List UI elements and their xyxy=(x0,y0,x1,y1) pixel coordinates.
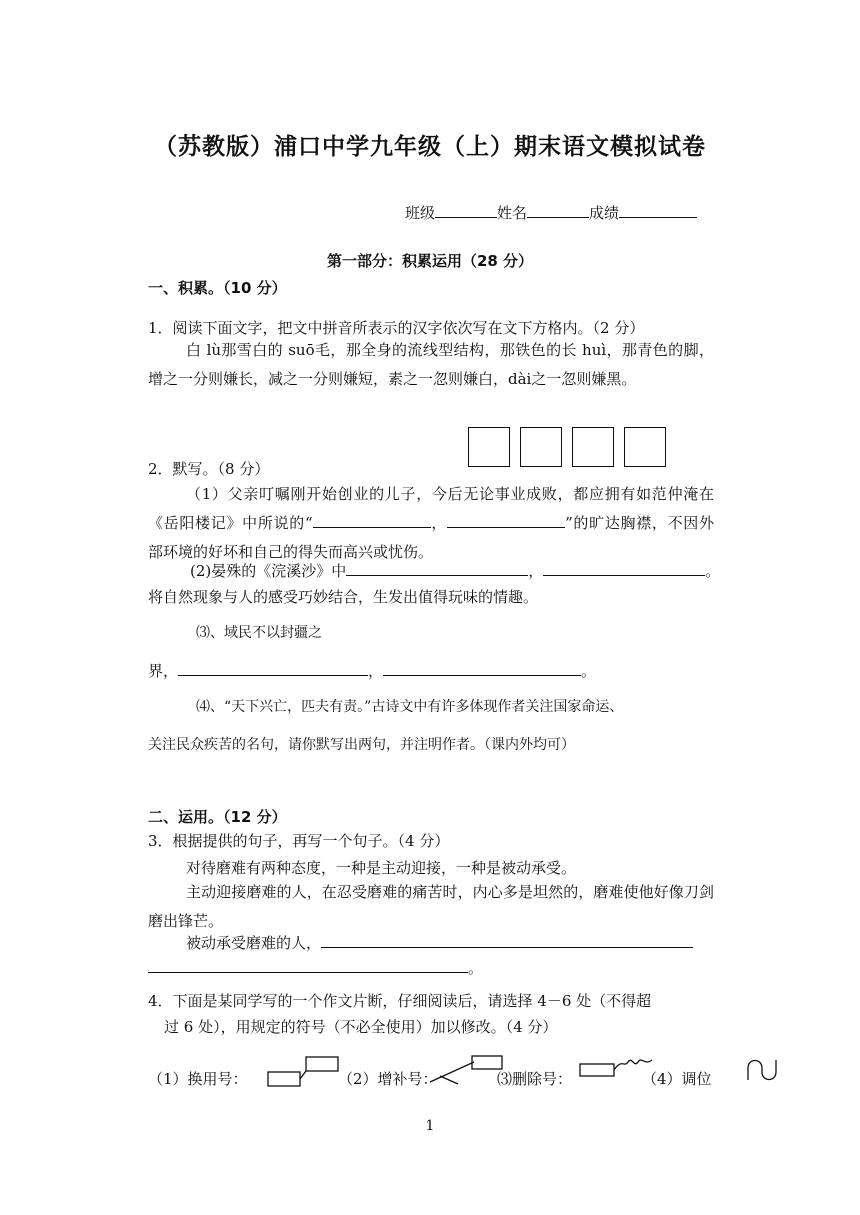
q2-item3-end: 。 xyxy=(581,662,597,680)
q2-item1-text-c: ”的旷达胸襟，不因外部环境的好坏和自己的得失而高兴或忧伤。 xyxy=(148,514,715,561)
symbol-insert-label: （2）增补号： xyxy=(338,1070,438,1088)
q2-item1-text-a: （1）父亲叮嘱刚开始创业的儿子，今后无论事业成败，都应拥有如范仲淹在《岳阳楼记》中所说的“ xyxy=(148,485,714,532)
q2-item3-blank-2[interactable] xyxy=(383,661,581,676)
q2-item4-line1: ⑷、“天下兴亡，匹夫有责。”古诗文中有许多体现作者关注国家命运、 xyxy=(196,699,624,715)
answer-box-3[interactable] xyxy=(572,427,614,467)
symbol-replace-label: （1）换用号： xyxy=(148,1070,248,1088)
answer-box-1[interactable] xyxy=(468,427,510,467)
q4-stem-line1: 4．下面是某同学写的一个作文片断，仔细阅读后，请选择 4－6 处（不得超 xyxy=(148,992,652,1010)
q2-item3-start: 界， xyxy=(148,662,179,680)
score-label: 成绩 xyxy=(589,204,620,222)
q1-text: 白 lù那雪白的 suō毛，那全身的流线型结构，那铁色的长 huì，那青色的脚，增之一分则嫌长，减之一分则嫌短，素之一忽则嫌白，dài之一忽则嫌黑。 xyxy=(148,341,714,388)
reposition-mark-icon xyxy=(746,1058,780,1082)
q3-line2: 主动迎接磨难的人，在忍受磨难的痛苦时，内心多是坦然的，磨难使他好像刀剑磨出锋芒。 xyxy=(148,883,714,930)
q3-line4 xyxy=(148,957,483,978)
q2-item2-tail: 将自然现象与人的感受巧妙结合，生发出值得玩味的情趣。 xyxy=(148,588,539,606)
q2-item1 xyxy=(148,480,714,567)
q2-item2-text-a: (2)晏殊的《浣溪沙》中 xyxy=(190,562,347,580)
q2-item2 xyxy=(190,560,720,581)
q2-item2-end: 。 xyxy=(705,562,721,580)
q2-item2-blank-1[interactable] xyxy=(346,561,528,576)
name-blank[interactable] xyxy=(527,203,589,218)
page-title: （苏教版）浦口中学九年级（上）期末语文模拟试卷 xyxy=(154,134,706,160)
q2-item3-blank-1[interactable] xyxy=(178,661,368,676)
q1-stem: 1．阅读下面文字，把文中拼音所表示的汉字依次写在文下方格内。（2 分） xyxy=(148,319,645,337)
q2-item1-comma: ， xyxy=(430,514,448,532)
name-label: 姓名 xyxy=(497,204,528,222)
q3-answer-blank-2[interactable] xyxy=(148,958,468,973)
page-number: 1 xyxy=(425,1118,435,1134)
q2-item3-line xyxy=(148,660,596,681)
symbol-delete-label: ⑶删除号： xyxy=(497,1070,573,1088)
insert-mark-icon xyxy=(428,1054,504,1088)
q3-answer-blank-1[interactable] xyxy=(321,933,693,948)
symbol-reposition-label: （4）调位 xyxy=(642,1070,712,1088)
q4-stem-line2: 过 6 处），用规定的符号（不必全使用）加以修改。（4 分） xyxy=(164,1018,558,1036)
answer-box-4[interactable] xyxy=(624,427,666,467)
replace-mark-icon xyxy=(266,1055,340,1089)
q3-line3-text: 被动承受磨难的人， xyxy=(186,934,322,952)
section1-heading: 一、积累。（10 分） xyxy=(148,279,287,297)
student-info-line xyxy=(405,202,697,223)
q3-line1: 对待磨难有两种态度，一种是主动迎接，一种是被动承受。 xyxy=(186,859,577,877)
q3-line3 xyxy=(186,932,693,953)
q2-item4-line2: 关注民众疾苦的名句，请你默写出两句，并注明作者。（课内外均可） xyxy=(148,737,575,753)
q2-stem: 2．默写。（8 分） xyxy=(148,460,270,478)
class-blank[interactable] xyxy=(435,203,497,218)
q2-item2-comma: ， xyxy=(528,562,544,580)
q2-item3-prompt: ⑶、域民不以封疆之 xyxy=(196,625,322,641)
answer-box-2[interactable] xyxy=(520,427,562,467)
q3-stem: 3．根据提供的句子，再写一个句子。（4 分） xyxy=(148,832,450,850)
q2-item2-blank-2[interactable] xyxy=(543,561,705,576)
class-label: 班级 xyxy=(405,204,436,222)
section2-heading: 二、运用。（12 分） xyxy=(148,808,287,826)
q2-item3-comma: ， xyxy=(368,662,384,680)
q2-item1-blank-2[interactable] xyxy=(447,513,565,528)
q2-item1-blank-1[interactable] xyxy=(313,513,431,528)
q3-end: 。 xyxy=(468,959,484,977)
score-blank[interactable] xyxy=(619,203,697,218)
part1-heading: 第一部分：积累运用（28 分） xyxy=(326,252,534,270)
